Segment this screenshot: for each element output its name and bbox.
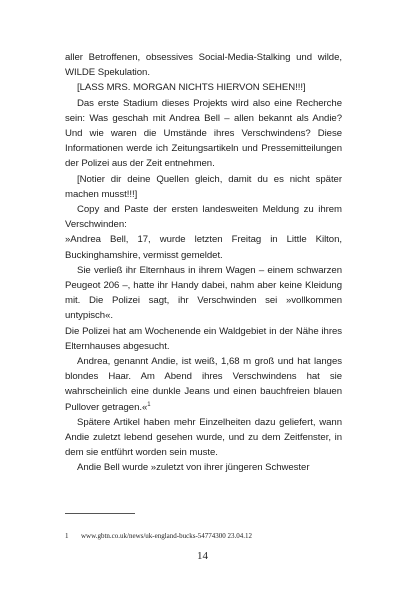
footnote-reference: 1 <box>147 401 151 408</box>
paragraph: Das erste Stadium dieses Projekts wird also eine Recherche sein: Was geschah mit Andrea Bell – allen bekannt als Andie? Und wie waren die Umstände ihres Verschwindens? Diese Informationen werde ich Zeitungsartikeln und Pressemitteilungen der Polizei aus der Zeit entnehmen. <box>65 97 342 170</box>
paragraph: Sie verließ ihr Elternhaus in ihrem Wagen – einem schwarzen Peugeot 206 –, hatte ihr Handy dabei, nahm aber keine Kleidung mit. Die Polizei sagt, ihr Verschwinden sei »vollkommen untypisch«. <box>65 264 342 322</box>
body-text <box>65 50 342 476</box>
footnote-divider <box>65 513 135 514</box>
paragraph: Copy and Paste der ersten landesweiten Meldung zu ihrem Verschwinden: <box>65 204 342 231</box>
paragraph: aller Betroffenen, obsessives Social-Media-Stalking und wilde, WILDE Spekulation. <box>65 52 342 79</box>
paragraph: »Andrea Bell, 17, wurde letzten Freitag in Little Kilton, Buckinghamshire, vermisst gemeldet. <box>65 234 342 261</box>
paragraph: [Notier dir deine Quellen gleich, damit du es nicht später machen musst!!!] <box>65 173 342 200</box>
paragraph: Spätere Artikel haben mehr Einzelheiten dazu geliefert, wann Andie zuletzt lebend gesehen wurde, und zu dem Zeitfenster, in dem sie entführt worden sein muste. <box>65 416 342 459</box>
paragraph-text: Andrea, genannt Andie, ist weiß, 1,68 m groß und hat langes blondes Haar. Am Abend ihres Verschwindens hat sie wahrscheinlich eine dunkle Jeans und einen bauchfreien blauen Pullover getragen.« <box>65 356 342 413</box>
paragraph-with-footnote <box>65 354 342 415</box>
paragraph: [LASS MRS. MORGAN NICHTS HIERVON SEHEN!!!] <box>77 82 306 94</box>
paragraph: Andie Bell wurde »zuletzt von ihrer jüngeren Schwester <box>77 462 310 474</box>
footnote-text: www.gbtn.co.uk/news/uk-england-bucks-54774300 23.04.12 <box>81 532 253 540</box>
paragraph: Die Polizei hat am Wochenende ein Waldgebiet in der Nähe ihres Elternhauses abgesucht. <box>65 325 342 352</box>
footnote <box>65 532 355 540</box>
page-number: 14 <box>197 550 208 562</box>
footnote-number: 1 <box>65 532 69 540</box>
